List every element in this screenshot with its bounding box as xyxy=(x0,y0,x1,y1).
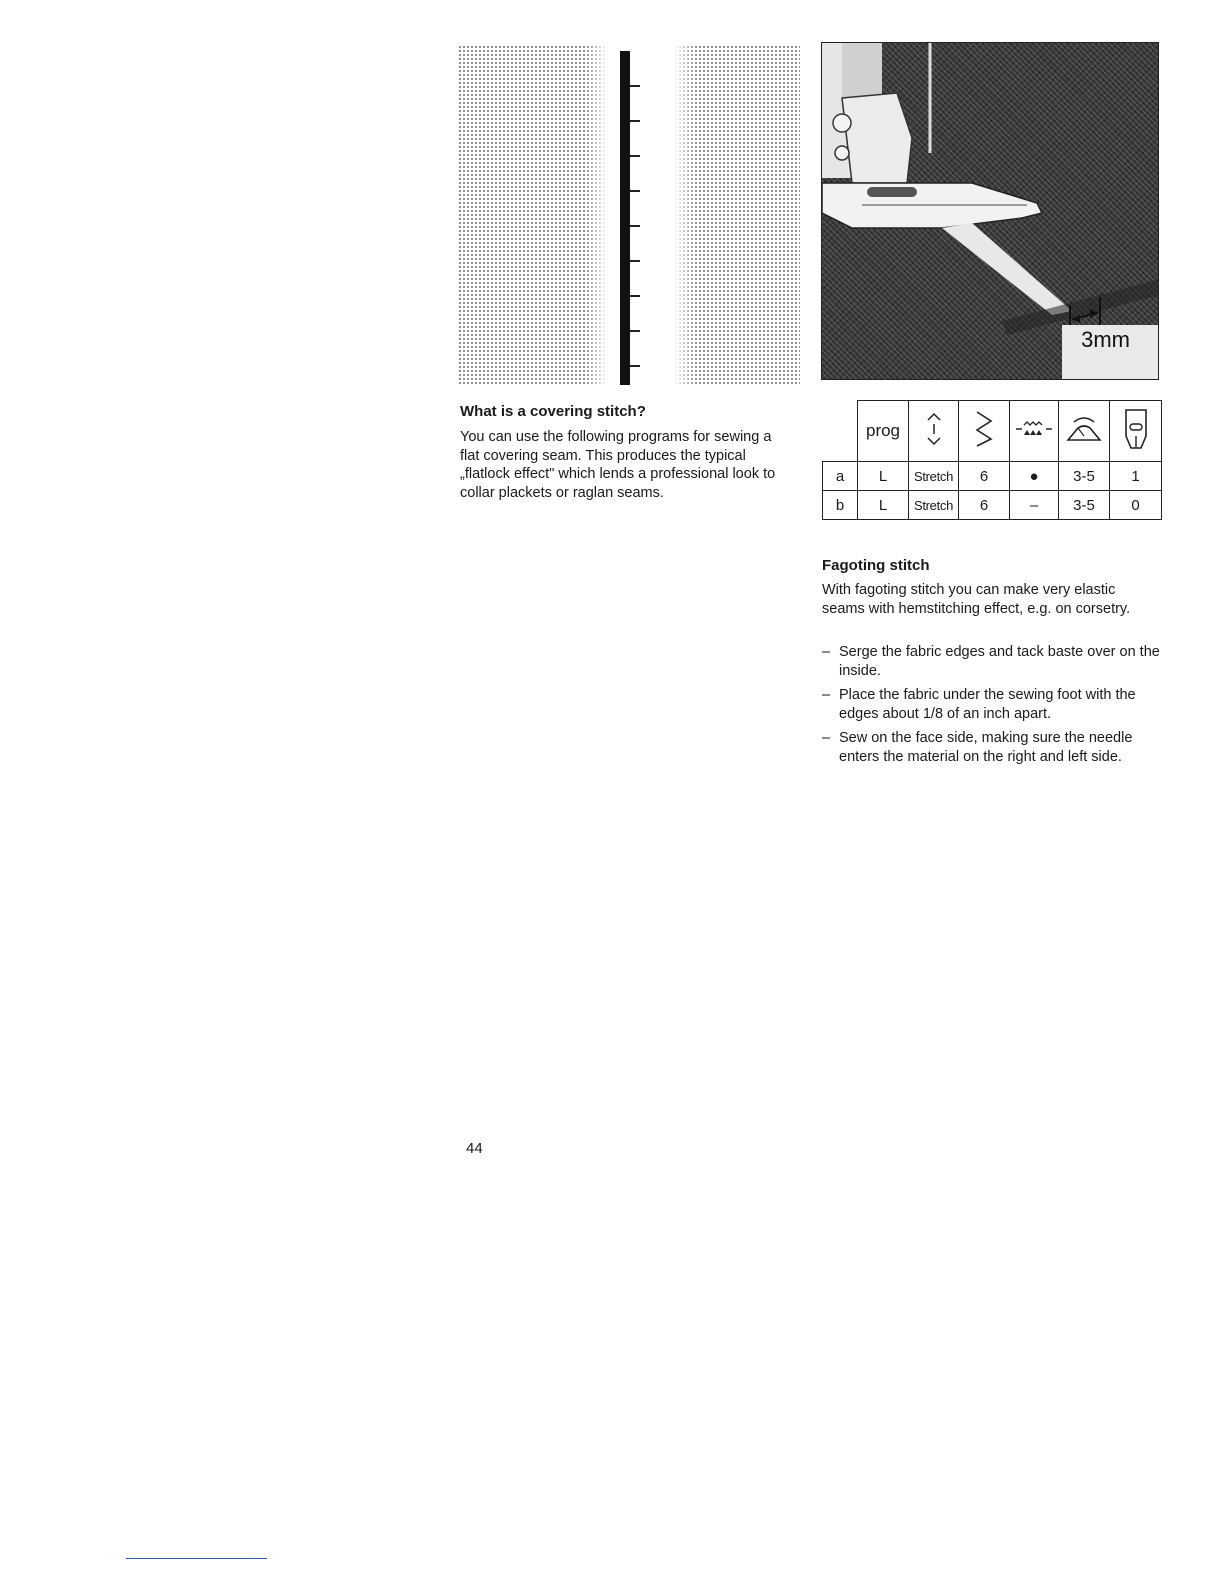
length-cell: Stretch xyxy=(909,462,959,491)
seam-line xyxy=(620,51,630,385)
feed-cell: – xyxy=(1010,491,1059,520)
length-cell: Stretch xyxy=(909,491,959,520)
row-label: a xyxy=(823,462,858,491)
list-item: – Serge the fabric edges and tack baste over on the inside. xyxy=(822,643,1162,680)
table-corner xyxy=(823,401,858,462)
foot-cell: 1 xyxy=(1110,462,1162,491)
seam-gap xyxy=(586,45,696,385)
fagoting-paragraph: With fagoting stitch you can make very elastic seams with hemstitching effect, e.g. on corsetry. xyxy=(822,582,1131,617)
stitch-length-icon xyxy=(909,401,959,462)
stitch-mark xyxy=(630,155,640,157)
stitch-mark xyxy=(630,295,640,297)
table-row xyxy=(823,462,1162,491)
feed-dog-icon xyxy=(1010,401,1059,462)
page-number: 44 xyxy=(466,1140,483,1157)
tension-icon xyxy=(1059,401,1110,462)
sewing-foot-photo xyxy=(821,42,1159,380)
measurement-label: 3mm xyxy=(1081,327,1130,352)
stitch-mark xyxy=(630,225,640,227)
stitch-mark xyxy=(630,330,640,332)
tension-cell: 3-5 xyxy=(1059,491,1110,520)
width-cell: 6 xyxy=(959,462,1010,491)
presser-foot-icon xyxy=(1110,401,1162,462)
table-row xyxy=(823,491,1162,520)
stitch-settings-table xyxy=(822,400,1162,520)
fagoting-heading: Fagoting stitch xyxy=(822,557,930,574)
covering-stitch-paragraph: You can use the following programs for sewing a flat covering seam. This produces the typical „flatlock effect" which lends a professional look to collar plackets or raglan seams. xyxy=(460,429,776,501)
prog-cell: L xyxy=(858,462,909,491)
width-cell: 6 xyxy=(959,491,1010,520)
stitch-mark xyxy=(630,365,640,367)
table-header-row xyxy=(823,401,1162,462)
stitch-mark xyxy=(630,260,640,262)
stitch-mark xyxy=(630,190,640,192)
feed-cell: ● xyxy=(1010,462,1059,491)
fagoting-steps xyxy=(822,643,1162,772)
bottom-rule xyxy=(126,1558,267,1559)
prog-cell: L xyxy=(858,491,909,520)
flatlock-seam-illustration xyxy=(458,45,800,385)
stitch-mark xyxy=(630,120,640,122)
list-item: – Sew on the face side, making sure the needle enters the material on the right and left side. xyxy=(822,729,1162,766)
tension-cell: 3-5 xyxy=(1059,462,1110,491)
list-item: – Place the fabric under the sewing foot with the edges about 1/8 of an inch apart. xyxy=(822,686,1162,723)
foot-cell: 0 xyxy=(1110,491,1162,520)
row-label: b xyxy=(823,491,858,520)
prog-header: prog xyxy=(858,401,909,462)
covering-stitch-heading: What is a covering stitch? xyxy=(460,403,646,420)
stitch-mark xyxy=(630,85,640,87)
stitch-width-icon xyxy=(959,401,1010,462)
